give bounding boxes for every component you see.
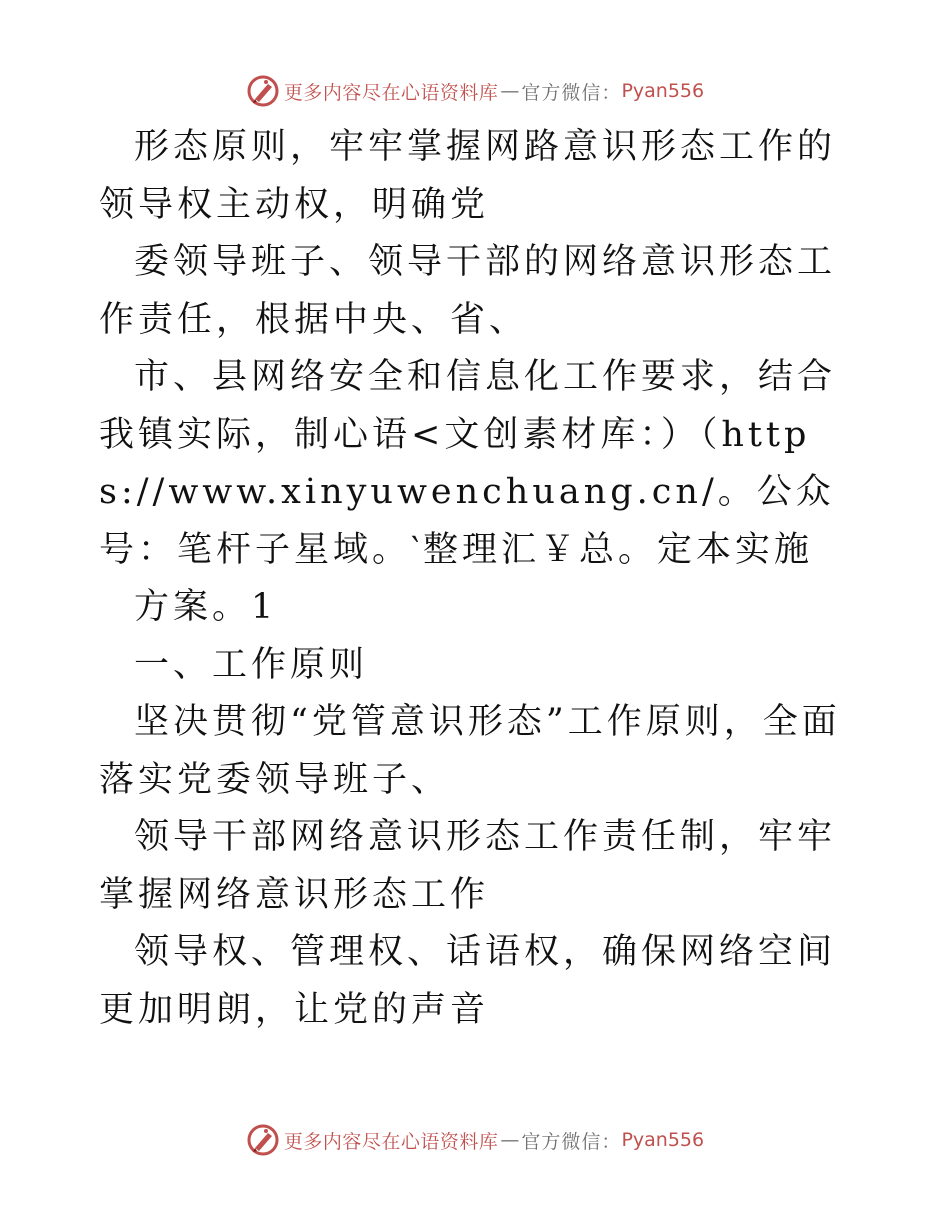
footer-watermark	[0, 1120, 950, 1160]
paragraph: 领导干部网络意识形态工作责任制，牢牢掌握网络意识形态工作	[99, 817, 837, 915]
watermark-dash: —	[500, 80, 520, 102]
paragraph: 坚决贯彻“党管意识形态”工作原则，全面落实党委领导班子、	[99, 702, 841, 800]
paragraph: 领导权、管理权、话语权，确保网络空间更加明朗，让党的声音	[99, 932, 837, 1030]
section-heading: 一、工作原则	[134, 644, 369, 685]
document-body	[99, 119, 859, 1039]
watermark-dash: —	[500, 1129, 520, 1151]
watermark-wechat-label: 官方微信：	[521, 1130, 622, 1153]
paragraph: 形态原则，牢牢掌握网路意识形态工作的领导权主动权，明确党	[99, 127, 837, 225]
watermark-wechat-id: Pyan556	[621, 1129, 705, 1151]
paragraph: 委领导班子、领导干部的网络意识形态工作责任，根据中央、省、	[99, 242, 837, 340]
watermark-wechat-id: Pyan556	[621, 80, 705, 102]
header-watermark	[0, 71, 950, 111]
watermark-title: 更多内容尽在心语资料库	[283, 1130, 499, 1153]
paragraph: 方案。1	[134, 587, 278, 627]
watermark-title: 更多内容尽在心语资料库	[283, 81, 499, 104]
watermark-wechat-label: 官方微信：	[521, 81, 622, 104]
paragraph: 市、县网络安全和信息化工作要求，结合我镇实际，制心语<文创素材库：）（https://www.xinyuwenchuang.cn/。公众号：笔杆子星域。‵整理汇￥总。定本实施	[99, 357, 837, 570]
pen-logo-icon	[246, 1123, 280, 1157]
pen-logo-icon	[246, 74, 280, 108]
